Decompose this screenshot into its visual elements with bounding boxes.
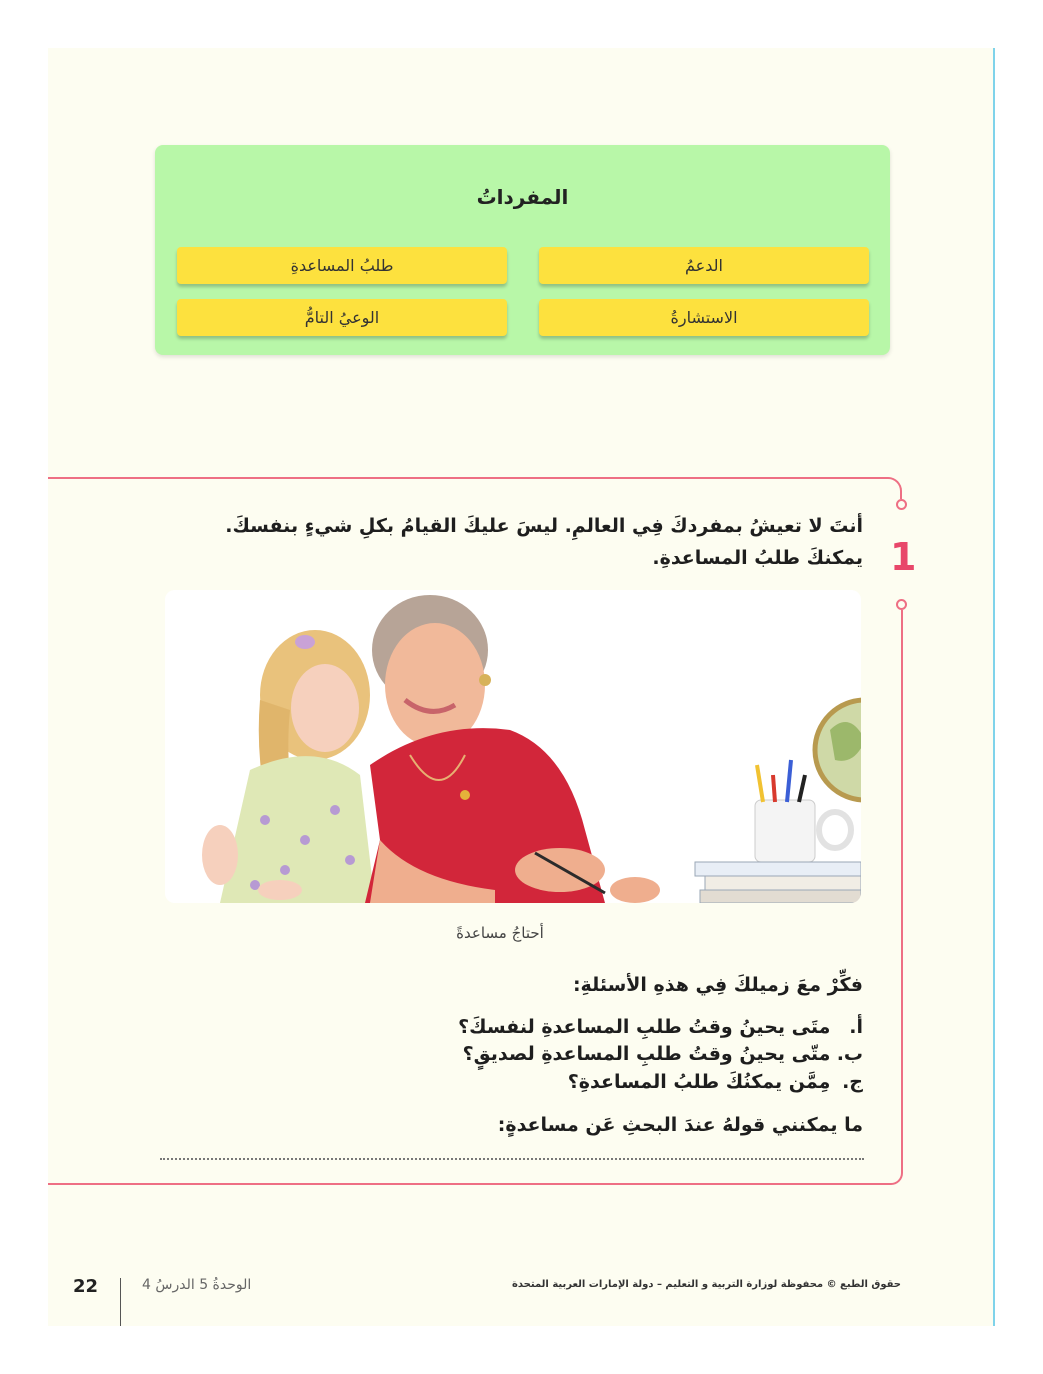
question-text: متَى يحينُ وقتُ طلبِ المساعدةِ لنفسكَ؟ — [458, 1016, 831, 1038]
section-marker-dot — [896, 599, 907, 610]
question-label: ج. — [842, 1071, 863, 1093]
section-border-bottom — [48, 1183, 890, 1185]
intro-paragraph: أنتَ لا تعيشُ بمفردكَ فِي العالمِ. ليسَ عليكَ القيامُ بكلِ شيءٍ بنفسكَ. يمكنكَ طلبُ المساعدةِ. — [225, 515, 863, 569]
vocabulary-title: المفرداتُ — [476, 185, 569, 209]
vocab-chip-mindfulness: الوعيُ التامُّ — [177, 299, 507, 336]
question-item — [458, 1016, 863, 1038]
question-label: أ. — [849, 1016, 863, 1038]
answer-prompt: ما يمكنني قولهُ عندَ البحثِ عَن مساعدةٍ: — [497, 1114, 863, 1136]
question-label: ب. — [836, 1043, 863, 1065]
question-text: مِمَّن يمكنُكَ طلبُ المساعدةِ؟ — [567, 1071, 831, 1093]
unit-lesson-label: الوحدةُ 5 الدرسُ 4 — [142, 1277, 252, 1293]
answer-line[interactable] — [160, 1158, 864, 1160]
vocabulary-box — [155, 145, 890, 355]
copyright-notice: حقوق الطبع © محفوظة لوزارة التربية و التعليم – دولة الإمارات العربية المتحدة — [512, 1279, 901, 1290]
vocab-chip-asking-for-help: طلبُ المساعدةِ — [177, 247, 507, 284]
think-prompt: فكِّرْ معَ زميلكَ فِي هذهِ الأسئلةِ: — [572, 974, 863, 996]
section-marker-dot — [896, 499, 907, 510]
image-caption: أحتاجُ مساعدةً — [456, 924, 544, 942]
question-item — [463, 1043, 863, 1065]
section-number: 1 — [890, 535, 917, 579]
right-margin-rule — [993, 48, 995, 1326]
photo-grandmother-and-girl — [165, 590, 861, 903]
footer-divider — [120, 1278, 121, 1326]
question-text: متّى يحينُ وقتُ طلبِ المساعدةِ لصديقٍ؟ — [462, 1043, 831, 1065]
section-border-right — [901, 610, 903, 1170]
page-number: 22 — [73, 1276, 99, 1297]
section-border-top — [48, 477, 888, 479]
vocab-chip-support: الدعمُ — [539, 247, 869, 284]
question-item — [568, 1071, 863, 1093]
vocab-chip-consultation: الاستشارةُ — [539, 299, 869, 336]
